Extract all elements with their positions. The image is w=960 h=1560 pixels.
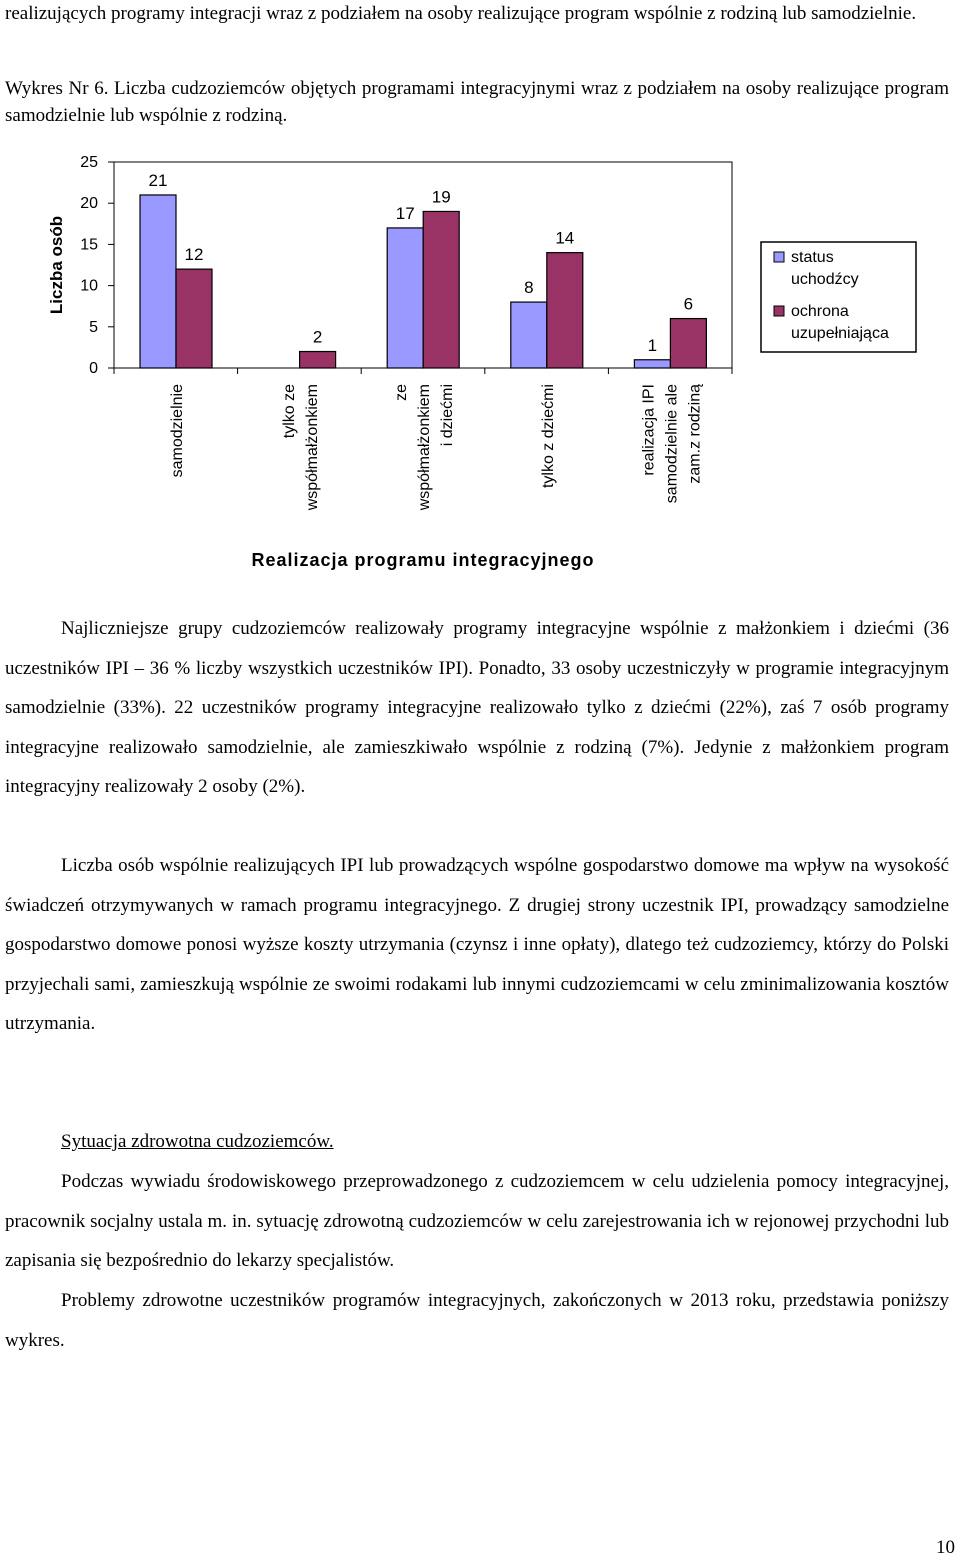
y-tick-label: 20 [80,195,98,213]
x-tick-label-line: realizacja IPI [640,384,658,476]
x-tick-label-line: ze [393,384,411,401]
legend-label: ochrona [791,303,849,320]
y-tick-label: 15 [80,236,98,254]
data-label: 6 [683,294,694,314]
bar-chart [0,145,960,580]
data-label: 21 [148,170,168,190]
bar-ochrona-uzupelniajaca [300,352,336,368]
section-heading: Sytuacja zdrowotna cudzoziemców. [61,1131,334,1152]
data-label: 12 [184,245,204,265]
x-tick-label-line: współmałżonkiem [416,384,434,511]
legend-swatch [774,252,784,262]
legend-swatch [774,306,784,316]
data-label: 8 [524,278,534,298]
x-tick-label-line: zam.z rodziną [686,384,704,484]
y-axis-title: Liczba osób [47,215,66,315]
bar-ochrona-uzupelniajaca [176,269,212,368]
bar-status-uchodzcy [511,302,547,368]
bar-status-uchodzcy [634,360,670,368]
data-label: 1 [647,335,658,355]
y-tick-label: 5 [89,318,98,336]
y-tick-label: 25 [80,154,98,171]
intro-continuation: realizujących programy integracji wraz z podziałem na osoby realizujące program wspólnie z rodziną lub samodzielnie. [5,3,917,24]
y-tick-label: 0 [89,360,98,377]
bar-status-uchodzcy [387,228,423,368]
bar-status-uchodzcy [140,195,176,368]
bar-ochrona-uzupelniajaca [670,319,706,368]
x-tick-label-line: samodzielnie [169,384,186,478]
x-tick-label-line: współmałżonkiem [304,384,322,511]
x-tick-label [393,384,456,511]
chart-legend [761,242,916,352]
x-axis-title: Realizacja programu integracyjnego [251,550,595,570]
section-paragraph-1: Podczas wywiadu środowiskowego przeprowadzonego z cudzoziemcem w celu udzielenia pomocy integracyjnej, pracownik socjalny ustala m. in. sytuację zdrowotną cudzoziemców w celu zarejestrowania ich w rejonowej przychodni lub zapisania się bezpośrednio do lekarzy specjalistów. [5,1171,949,1271]
page-number: 10 [936,1537,955,1558]
data-label: 14 [555,228,575,248]
x-tick-label [540,384,557,488]
bar-ochrona-uzupelniajaca [547,253,583,368]
figure-caption: Wykres Nr 6. Liczba cudzoziemców objętych programami integracyjnymi wraz z podziałem na osoby realizujące program samodzielnie lub wspólnie z rodziną. [5,78,949,126]
x-tick-label [640,384,703,503]
chart-bars [140,195,706,368]
paragraph-2: Liczba osób wspólnie realizujących IPI lub prowadzących wspólne gospodarstwo domowe ma wpływ na wysokość świadczeń otrzymywanych w ramach programu integracyjnego. Z drugiej strony uczestnik IPI, prowadzący samodzielne gospodarstwo domowe ponosi wyższe koszty utrzymania (czynsz i inne opłaty), dlatego też cudzoziemcy, którzy do Polski przyjechali sami, zamieszkują wspólnie ze swoimi rodakami lub innymi cudzoziemcami w celu zminimalizowania kosztów utrzymania. [5,855,949,1034]
x-tick-label-line: i dziećmi [439,384,457,447]
bar-ochrona-uzupelniajaca [423,211,459,368]
x-tick-label [281,384,321,511]
x-tick-label [169,384,186,477]
x-tick-label-line: tylko ze [281,384,299,439]
y-tick-label: 10 [80,277,98,295]
x-tick-label-line: samodzielnie ale [663,384,681,504]
legend-label: uzupełniająca [791,325,889,342]
paragraph-1: Najliczniejsze grupy cudzoziemców realizowały programy integracyjne wspólnie z małżonkiem i dziećmi (36 uczestników IPI – 36 % liczby wszystkich uczestników IPI). Ponadto, 33 osoby uczestniczyły w programie integracyjnym samodzielnie (33%). 22 uczestników programy integracyjne realizowało tylko z dziećmi (22%), zaś 7 osób programy integracyjne realizowało samodzielnie, ale zamieszkiwało wspólnie z rodziną (7%). Jedynie z małżonkiem program integracyjny realizowały 2 osoby (2%). [5,618,949,797]
x-tick-label-line: tylko z dziećmi [539,384,557,489]
data-label: 17 [395,203,415,223]
legend-label: status [791,249,834,266]
section-paragraph-2: Problemy zdrowotne uczestników programów integracyjnych, zakończonych w 2013 roku, przedstawia poniższy wykres. [5,1290,949,1351]
legend-label: uchodźcy [791,271,859,288]
data-label: 19 [431,187,451,207]
data-label: 2 [312,327,323,347]
